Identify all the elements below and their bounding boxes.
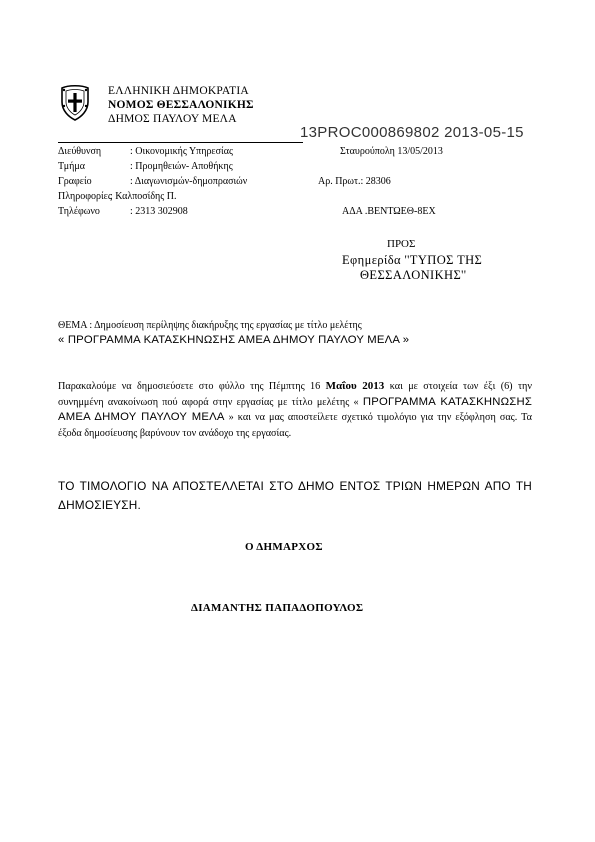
info-value: : Καλποσίδης Π.: [110, 191, 177, 202]
header-divider: [58, 142, 303, 143]
info-block: [58, 146, 318, 221]
prefecture-line: ΝΟΜΟΣ ΘΕΣΣΑΛΟΝΙΚΗΣ: [108, 99, 254, 111]
body-text-3: » και να μας αποστείλετε σχετικό τιμολόγιο για την εξόφληση σας. Τα έξοδα δημοσίευσης βαρύνουν τον ανάδοχο της εργασίας.: [58, 412, 532, 439]
recipient-line-1: Εφημερίδα ''ΤΥΠΟΣ ΤΗΣ: [342, 253, 483, 267]
body-paragraph: [58, 379, 532, 441]
document-date: Σταυρούπολη 13/05/2013: [340, 146, 443, 157]
recipient-label: ΠΡΟΣ: [387, 238, 416, 250]
info-row: [58, 161, 318, 176]
signatory-title: Ο ΔΗΜΑΡΧΟΣ: [245, 541, 323, 553]
subject-title: « ΠΡΟΓΡΑΜΜΑ ΚΑΤΑΣΚΗΝΩΣΗΣ ΑΜΕΑ ΔΗΜΟΥ ΠΑΥΛΟΥ ΜΕΛΑ »: [58, 334, 410, 346]
subject-line: ΘΕΜΑ : Δημοσίευση περίληψης διακήρυξης της εργασίας με τίτλο μελέτης: [58, 320, 362, 331]
info-row: [58, 176, 318, 191]
issuer-header: [108, 84, 254, 126]
info-label: Γραφείο: [58, 176, 92, 187]
body-text-1: Παρακαλούμε να δημοσιεύσετε στο φύλλο της Πέμπτης 16: [58, 381, 326, 392]
info-row: [58, 146, 318, 161]
info-row: [58, 191, 318, 206]
info-value: : Οικονομικής Υπηρεσίας: [130, 146, 233, 157]
signatory-name: ΔΙΑΜΑΝΤΗΣ ΠΑΠΑΔΟΠΟΥΛΟΣ: [191, 602, 364, 614]
country-line: ΕΛΛΗΝΙΚΗ ΔΗΜΟΚΡΑΤΙΑ: [108, 85, 249, 97]
registry-stamp: 13PROC000869802 2013-05-15: [300, 124, 524, 141]
municipality-line: ΔΗΜΟΣ ΠΑΥΛΟΥ ΜΕΛΑ: [108, 113, 237, 125]
info-value: : Διαγωνισμών-δημοπρασιών: [130, 176, 248, 187]
ada-code: ΑΔΑ .ΒΕΝΤΩΕΘ-8ΕΧ: [342, 206, 436, 217]
coat-of-arms-icon: [58, 84, 92, 122]
info-label: Τμήμα: [58, 161, 85, 172]
info-row: [58, 206, 318, 221]
info-label: Πληροφορίες: [58, 191, 112, 202]
info-value: : 2313 302908: [130, 206, 188, 217]
recipient-line-2: ΘΕΣΣΑΛΟΝΙΚΗΣ'': [360, 268, 467, 282]
info-label: Διεύθυνση: [58, 146, 102, 157]
invoice-notice: ΤΟ ΤΙΜΟΛΟΓΙΟ ΝΑ ΑΠΟΣΤΕΛΛΕΤΑΙ ΣΤΟ ΔΗΜΟ ΕΝΤΟΣ ΤΡΙΩΝ ΗΜΕΡΩΝ ΑΠΟ ΤΗ ΔΗΜΟΣΙΕΥΣΗ.: [58, 479, 532, 512]
info-value: : Προμηθειών- Αποθήκης: [130, 161, 233, 172]
protocol-number: Αρ. Πρωτ.: 28306: [318, 176, 391, 187]
publication-date: Μαΐου 2013: [325, 380, 385, 392]
project-title: ΠΡΟΓΡΑΜΜΑ ΚΑΤΑΣΚΗΝΩΣΗΣ ΑΜΕΑ ΔΗΜΟΥ ΠΑΥΛΟΥ ΜΕΛΑ: [58, 395, 533, 423]
info-label: Τηλέφωνο: [58, 206, 100, 217]
body-text-2: και με στοιχεία των έξι (6) την συνημμένη ανακοίνωση πού αφορά στην εργασίας με τίτλο μελέτης «: [58, 381, 532, 408]
